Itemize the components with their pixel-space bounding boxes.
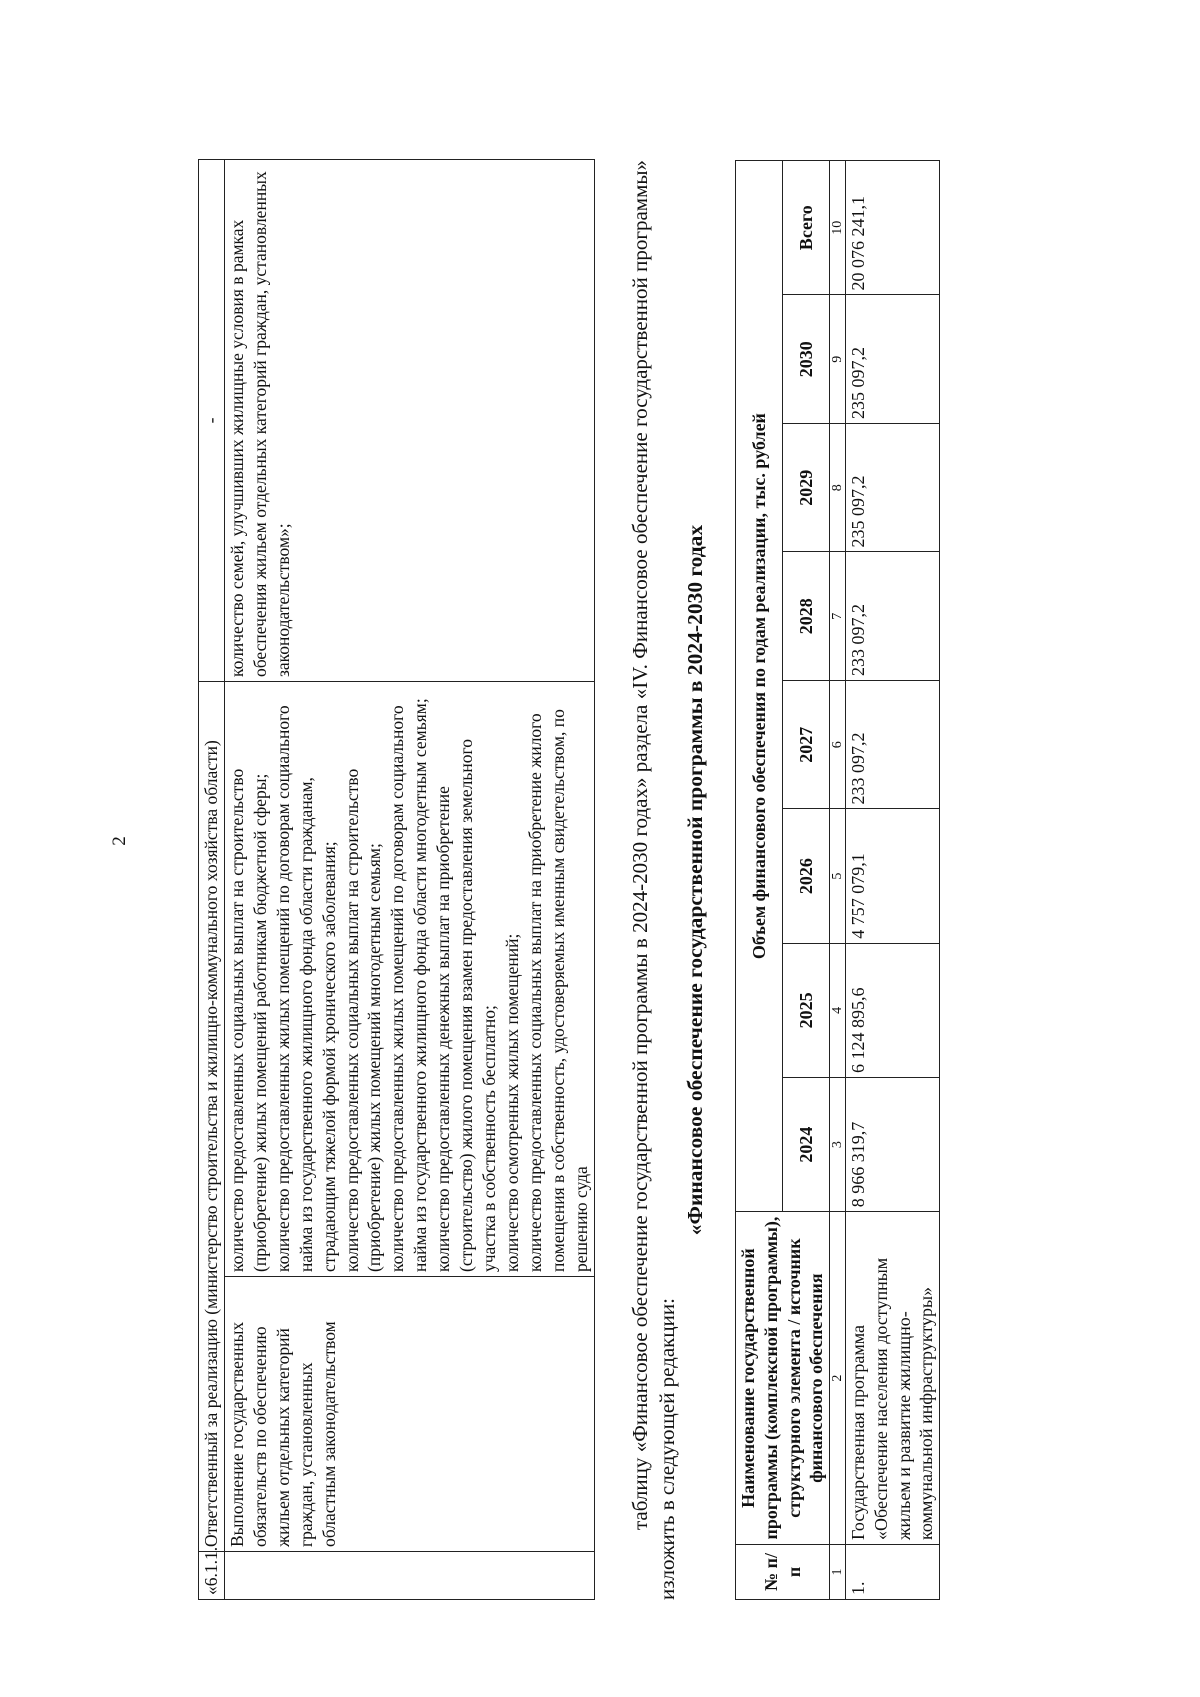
indicator-item: количество предоставленных социальных выплат на строительство (приобретение) жилых помещений работникам бюджетной сферы;: [226, 768, 270, 1272]
column-number: 3: [829, 1077, 845, 1211]
indicator-item: количество осмотренных жилых помещений;: [501, 933, 522, 1272]
header-year: 2030: [783, 295, 830, 424]
column-numbers-row: [829, 161, 845, 1600]
header-year: 2027: [783, 680, 830, 809]
column-number: 7: [829, 552, 845, 681]
indicator-item: количество предоставленных жилых помещений по договорам социального найма из государственного жилищного фонда области гражданам, страдающим тяжелой формой хронического заболевания;: [272, 705, 339, 1272]
table-row: [846, 161, 940, 1600]
result-cell: количество семей, улучшивших жилищные условия в рамках обеспечения жильем отдельных категорий граждан, установленных законодательством»;: [224, 160, 594, 682]
row-no: 1.: [846, 1544, 940, 1599]
column-number: 1: [829, 1544, 845, 1599]
rotated-content: [198, 130, 1018, 1600]
column-number: 6: [829, 680, 845, 809]
empty-cell: [224, 1552, 594, 1600]
responsible-cell: Ответственный за реализацию (министерство строительства и жилищно-коммунального хозяйства области): [199, 682, 225, 1552]
row-value: 8 966 319,7: [846, 1077, 940, 1211]
row-value: 6 124 895,6: [846, 943, 940, 1077]
column-number: 8: [829, 423, 845, 552]
task-cell: Выполнение государственных обязательств по обеспечению жильем отдельных категорий граждан, установленных областным законодательством: [224, 1277, 594, 1552]
task-row: [224, 160, 594, 1600]
table-heading: «Финансовое обеспечение государственной программы в 2024-2030 годах: [683, 524, 708, 1236]
header-year: 2028: [783, 552, 830, 681]
row-value: 235 097,2: [846, 295, 940, 424]
header-year: 2029: [783, 423, 830, 552]
indicators-cell: [224, 682, 594, 1277]
header-row-1: [736, 161, 783, 1600]
column-number: 5: [829, 809, 845, 943]
row-number: «6.1.1.: [199, 1552, 225, 1600]
row-total: 20 076 241,1: [846, 161, 940, 295]
column-number: 4: [829, 943, 845, 1077]
row-value: 233 097,2: [846, 552, 940, 681]
row-value: 233 097,2: [846, 680, 940, 809]
header-year: 2026: [783, 809, 830, 943]
header-no: № п/п: [736, 1544, 830, 1599]
header-group: Объем финансового обеспечения по годам реализации, тыс. рублей: [736, 161, 783, 1212]
indicator-item: количество предоставленных денежных выплат на приобретение (строительство) жилого помещения взамен предоставления земельного участка в собственность бесплатно;: [433, 739, 500, 1272]
page-number: 2: [109, 836, 130, 846]
indicator-item: количество предоставленных социальных выплат на строительство (приобретение) жилых помещений многодетным семьям;: [341, 768, 385, 1272]
financing-table: [735, 160, 940, 1600]
indicator-item: количество предоставленных социальных выплат на приобретение жилого помещения в собственность, удостоверяемых именным свидетельством, по решению суда: [524, 709, 591, 1272]
header-year: 2025: [783, 943, 830, 1077]
indicator-item: количество предоставленных жилых помещений по договорам социального найма из государственного жилищного фонда области многодетным семьям;: [387, 698, 431, 1272]
row-name: Государственная программа «Обеспечение населения доступным жильем и развитие жилищно-коммунальной инфраструктуры»: [846, 1212, 940, 1545]
row-value: 235 097,2: [846, 423, 940, 552]
header-name: Наименование государственной программы (комплексной программы), структурного элемента / источник финансового обеспечения: [736, 1212, 830, 1545]
header-year: 2024: [783, 1077, 830, 1211]
row-value: 4 757 079,1: [846, 809, 940, 943]
responsible-row: [199, 160, 225, 1600]
column-number: 2: [829, 1212, 845, 1545]
header-total: Всего: [783, 161, 830, 295]
column-number: 9: [829, 295, 845, 424]
column-number: 10: [829, 161, 845, 295]
dash-cell: -: [199, 160, 225, 682]
amendment-paragraph: таблицу «Финансовое обеспечение государственной программы в 2024-2030 годах» раздела «IV. Финансовое обеспечение государственной программы» изложить в следующей редакции:: [627, 160, 680, 1600]
indicators-table: [198, 159, 595, 1600]
